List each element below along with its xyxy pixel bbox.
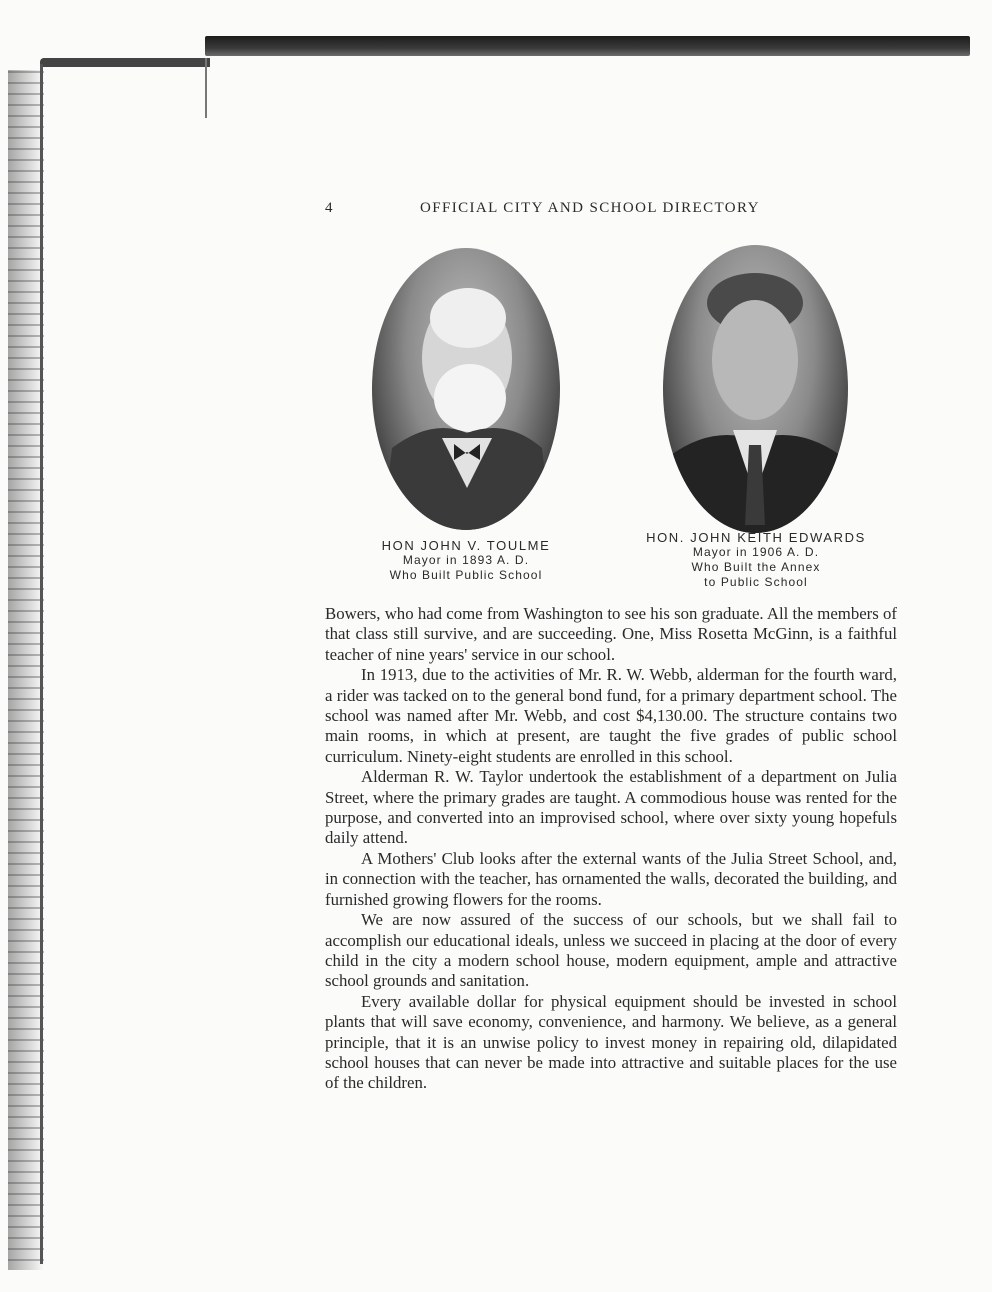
scan-page-edge xyxy=(40,64,43,1264)
portrait-caption-toulme xyxy=(356,538,576,583)
caption-name: HON JOHN V. TOULME xyxy=(381,538,551,553)
paragraph: We are now assured of the success of our schools, but we shall fail to accomplish our educational ideals, unless we succeed in placing at the door of every child in the city a modern school house, modern equipment, ample and attractive school grounds and sanitation. xyxy=(325,910,897,991)
scan-border-top-left xyxy=(40,58,210,67)
page-number: 4 xyxy=(325,200,334,216)
caption-name: HON. JOHN KEITH EDWARDS xyxy=(646,530,866,545)
caption-line: Who Built Public School xyxy=(389,568,543,582)
paragraph: Alderman R. W. Taylor undertook the establishment of a department on Julia Street, where the primary grades are taught. A commodious house was rented for the purpose, and converted into an improvised school, where over sixty young hopefuls daily attend. xyxy=(325,767,897,848)
paragraph: In 1913, due to the activities of Mr. R. W. Webb, alderman for the fourth ward, a rider was tacked on to the general bond fund, for a primary department school. The school was named after Mr. Webb, and cost $4,130.00. The structure contains two main rooms, in which at present, are taught the five grades of public school curriculum. Ninety-eight students are enrolled in this school. xyxy=(325,665,897,766)
paragraph: A Mothers' Club looks after the external wants of the Julia Street School, and, in connection with the teacher, has ornamented the walls, decorated the building, and furnished growing flowers for the rooms. xyxy=(325,848,897,909)
page-header xyxy=(325,198,825,222)
caption-line: Mayor in 1906 A. D. xyxy=(692,545,820,559)
portrait-photo-toulme xyxy=(372,248,560,530)
caption-line: to Public School xyxy=(704,575,808,589)
paragraph: Bowers, who had come from Washington to see his son graduate. All the members of that class still survive, and are succeeding. One, Miss Rosetta McGinn, is a faithful teacher of nine years' service in our school. xyxy=(325,604,897,664)
portrait-photo-edwards xyxy=(663,245,848,533)
caption-line: Who Built the Annex xyxy=(691,560,821,574)
portrait-caption-edwards xyxy=(624,530,888,590)
scan-border-left xyxy=(8,70,44,1270)
scan-border-top xyxy=(205,36,970,56)
body-text xyxy=(325,604,897,1094)
scan-fold-mark xyxy=(205,58,207,118)
running-title: OFFICIAL CITY AND SCHOOL DIRECTORY xyxy=(420,200,760,216)
paragraph: Every available dollar for physical equipment should be invested in school plants that will save economy, convenience, and harmony. We believe, as a general principle, that it is an unwise policy to invest money in repairing old, dilapidated school houses that can never be made into attractive and suitable places for the use of the children. xyxy=(325,991,897,1093)
caption-line: Mayor in 1893 A. D. xyxy=(402,553,530,567)
